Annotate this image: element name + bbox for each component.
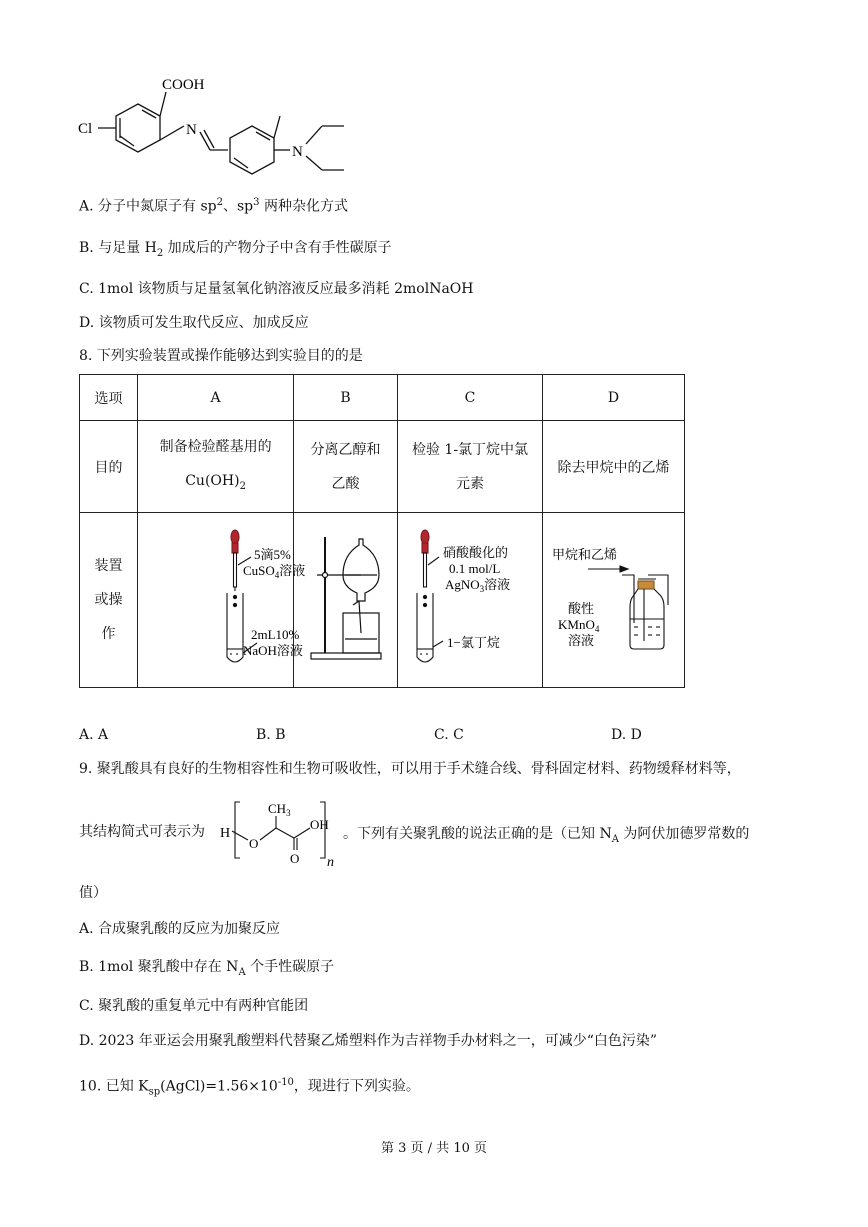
c-reagent-label-1: 硝酸酸化的 — [442, 545, 508, 560]
cooh-label: COOH — [162, 77, 205, 93]
q7-option-b: B. 与足量 $H_2$ 加成后的产物分子中含有手性碳原子 — [79, 240, 392, 259]
q8-answer-c: C. C — [434, 727, 464, 743]
purpose-a: 制备检验醛基用的 $Cu(OH)_2$ — [138, 421, 294, 513]
q8-stem: 8. 下列实验装置或操作能够达到实验目的的是 — [79, 348, 363, 364]
q7-option-d: D. 该物质可发生取代反应、加成反应 — [79, 315, 309, 331]
purpose-label: 目的 — [80, 421, 138, 513]
apparatus-b-diagram — [295, 513, 397, 683]
imine-n-label: N — [186, 122, 197, 138]
cl-label: Cl — [78, 121, 93, 137]
q8-answer-d: D. D — [611, 727, 642, 743]
formula-carbonyl-o: O — [290, 851, 300, 866]
apparatus-label: 装置 或操 作 — [80, 513, 138, 688]
header-a: A — [138, 375, 294, 421]
d-solution-label: 溶液 — [567, 633, 594, 648]
purpose-c: 检验 1-氯丁烷中氯 元素 — [398, 421, 543, 513]
q9-stem: 9. 聚乳酸具有良好的生物相容性和生物可吸收性，可以用于手术缝合线、骨科固定材料、药物缓释材料等， — [79, 761, 741, 777]
q9-line2-pre: 其结构简式可表示为 — [79, 824, 205, 840]
formula-oh: OH — [310, 817, 329, 832]
page-footer: 第 3 页 / 共 10 页 — [381, 1141, 487, 1156]
header-d: D — [543, 375, 685, 421]
apparatus-d-diagram — [544, 513, 684, 683]
apparatus-d — [543, 513, 685, 688]
a-drops-label: 5滴5% — [253, 547, 291, 562]
header-c: C — [398, 375, 543, 421]
a-naoh-label-2: NaOH溶液 — [242, 643, 303, 658]
d-kmno4-label: KMnO$_4$ — [557, 617, 599, 634]
q9-option-c: C. 聚乳酸的重复单元中有两种官能团 — [79, 998, 309, 1014]
d-gas-label: 甲烷和乙烯 — [551, 547, 617, 562]
table-purpose-row — [80, 421, 685, 513]
q8-answer-a: A. A — [79, 727, 109, 743]
header-b: B — [294, 375, 398, 421]
d-acid-label: 酸性 — [567, 601, 594, 616]
q9-line2-post: 。下列有关聚乳酸的说法正确的是（已知 $N_A$ 为阿伏加德罗常数的 — [343, 826, 750, 845]
q8-experiment-table — [79, 374, 685, 688]
formula-ch3: $CH_3$ — [268, 801, 291, 818]
formula-n: n — [327, 855, 334, 870]
apparatus-c — [398, 513, 543, 688]
header-option: 选项 — [80, 375, 138, 421]
q9-option-a: A. 合成聚乳酸的反应为加聚反应 — [79, 921, 281, 937]
c-reagent-label-2: 0.1 mol/L — [448, 561, 500, 576]
q7-option-a: A. 分子中氮原子有 $sp^2$、$sp^3$ 两种杂化方式 — [79, 197, 348, 215]
c-tube-label: 1−氯丁烷 — [446, 635, 500, 650]
c-reagent-label-3: AgNO$_3$溶液 — [444, 577, 510, 594]
q9-option-b: B. 1mol 聚乳酸中存在 $N_A$ 个手性碳原子 — [79, 959, 335, 978]
apparatus-a — [138, 513, 305, 688]
q8-answer-b: B. B — [256, 727, 286, 743]
q9-line3: 值） — [79, 885, 107, 901]
polylactic-acid-formula — [218, 796, 348, 868]
formula-h: H — [220, 826, 231, 841]
table-apparatus-row — [80, 513, 685, 688]
q7-structure-diagram — [76, 70, 356, 180]
amine-n-label: N — [292, 144, 303, 160]
a-naoh-label-1: 2mL10% — [250, 627, 299, 642]
purpose-b: 分离乙醇和 乙酸 — [294, 421, 398, 513]
purpose-d: 除去甲烷中的乙烯 — [543, 421, 685, 513]
formula-o: O — [249, 836, 259, 851]
q7-option-c: C. 1mol 该物质与足量氢氧化钠溶液反应最多消耗 2molNaOH — [79, 281, 474, 297]
table-header-row — [80, 375, 685, 421]
q9-option-d: D. 2023 年亚运会用聚乳酸塑料代替聚乙烯塑料作为吉祥物手办材料之一，可减少“白色污染” — [79, 1033, 658, 1049]
a-cuso4-label: CuSO$_4$溶液 — [242, 563, 305, 580]
apparatus-c-diagram — [399, 513, 542, 683]
q10-stem: 10. 已知 $K_{sp}(AgCl)=1.56\times 10^{-10}$，现进行下列实验。 — [79, 1077, 420, 1098]
apparatus-a-diagram — [139, 513, 305, 683]
apparatus-b — [294, 513, 398, 688]
